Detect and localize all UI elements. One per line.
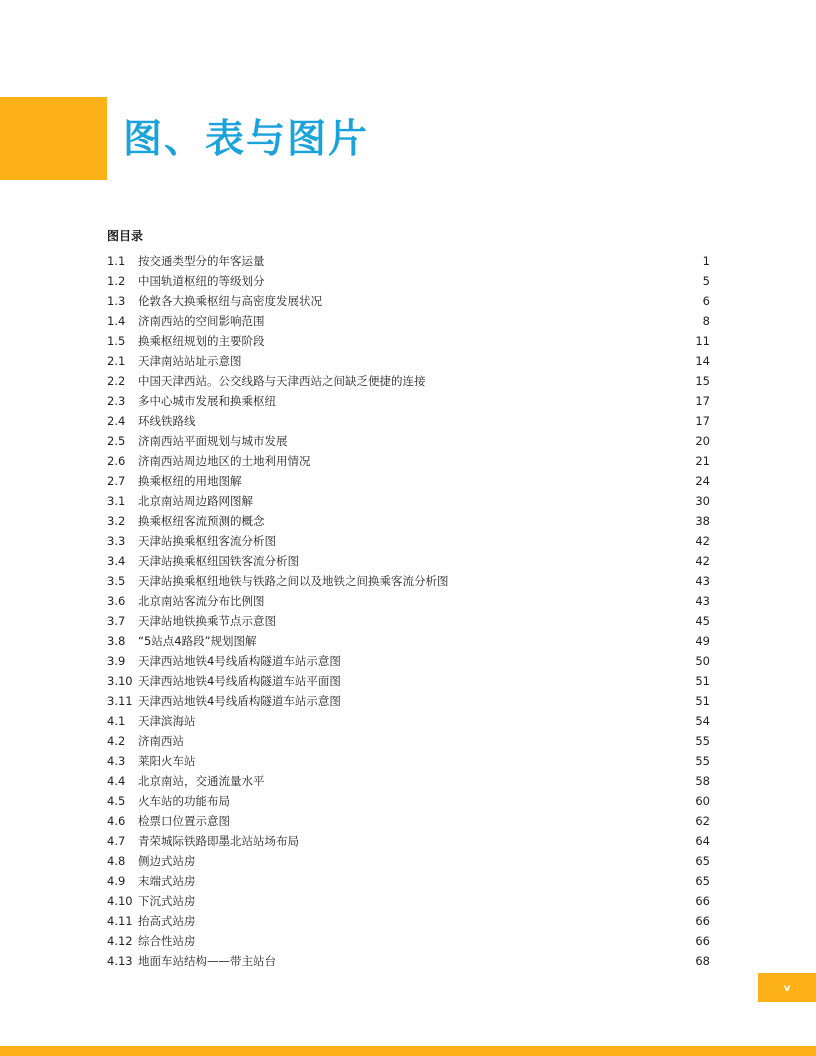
list-item[interactable] [107,871,710,891]
figure-page-number: 14 [695,354,710,368]
figure-number: 2.3 [107,394,126,408]
figure-page-number: 42 [695,534,710,548]
list-item[interactable] [107,791,710,811]
figure-title: 天津站换乘枢纽地铁与铁路之间以及地铁之间换乘客流分析图 [138,574,449,588]
figure-title: 天津西站地铁4号线盾构隧道车站平面图 [138,674,341,688]
figure-page-number: 17 [695,414,710,428]
figure-title: 济南西站周边地区的土地利用情况 [138,454,311,468]
figure-page-number: 38 [695,514,710,528]
list-item[interactable] [107,471,710,491]
figure-title: 济南西站 [138,734,184,748]
figure-title: 天津滨海站 [138,714,196,728]
figure-title: 莱阳火车站 [138,754,196,768]
list-item[interactable] [107,491,710,511]
list-item[interactable] [107,531,710,551]
figure-number: 4.8 [107,854,126,868]
figure-list-heading: 图目录 [107,229,144,243]
figure-page-number: 60 [695,794,710,808]
figure-title: 天津站换乘枢纽客流分析图 [138,534,276,548]
figure-title: 济南西站平面规划与城市发展 [138,434,288,448]
figure-list [107,251,710,971]
figure-number: 4.9 [107,874,126,888]
list-item[interactable] [107,291,710,311]
list-item[interactable] [107,411,710,431]
figure-number: 2.2 [107,374,126,388]
figure-title: 换乘枢纽的用地图解 [138,474,242,488]
figure-title: 火车站的功能布局 [138,794,230,808]
figure-page-number: 30 [695,494,710,508]
figure-number: 3.1 [107,494,126,508]
figure-title: 换乘枢纽规划的主要阶段 [138,334,265,348]
list-item[interactable] [107,771,710,791]
figure-number: 3.5 [107,574,126,588]
figure-number: 1.2 [107,274,126,288]
figure-number: 2.1 [107,354,126,368]
page-number: v [783,983,791,994]
figure-page-number: 58 [695,774,710,788]
list-item[interactable] [107,271,710,291]
figure-number: 2.5 [107,434,126,448]
list-item[interactable] [107,911,710,931]
list-item[interactable] [107,251,710,271]
figure-title: 天津西站地铁4号线盾构隧道车站示意图 [138,694,341,708]
figure-number: 3.7 [107,614,126,628]
figure-number: 4.7 [107,834,126,848]
figure-title: 天津南站站址示意图 [138,354,242,368]
figure-page-number: 54 [695,714,710,728]
list-item[interactable] [107,951,710,971]
figure-number: 3.2 [107,514,126,528]
list-item[interactable] [107,331,710,351]
figure-title: 天津站地铁换乘节点示意图 [138,614,276,628]
figure-page-number: 8 [702,314,710,328]
figure-page-number: 43 [695,594,710,608]
figure-number: 3.10 [107,674,133,688]
list-item[interactable] [107,671,710,691]
figure-number: 1.4 [107,314,126,328]
figure-number: 3.8 [107,634,126,648]
figure-title: 北京南站客流分布比例图 [138,594,265,608]
figure-page-number: 42 [695,554,710,568]
figure-page-number: 51 [695,694,710,708]
figure-title: 天津西站地铁4号线盾构隧道车站示意图 [138,654,341,668]
figure-number: 2.6 [107,454,126,468]
figure-number: 1.5 [107,334,126,348]
figure-page-number: 66 [695,934,710,948]
figure-number: 4.10 [107,894,133,908]
figure-title: 末端式站房 [138,874,196,888]
list-item[interactable] [107,511,710,531]
page-title: 图、表与图片 [123,117,370,162]
list-item[interactable] [107,831,710,851]
figure-page-number: 65 [695,874,710,888]
figure-page-number: 49 [695,634,710,648]
figure-title: 抬高式站房 [138,914,196,928]
figure-page-number: 15 [695,374,710,388]
list-item[interactable] [107,691,710,711]
title-accent-block [0,97,107,180]
figure-title: 伦敦各大换乘枢纽与高密度发展状况 [138,294,322,308]
figure-page-number: 24 [695,474,710,488]
figure-title: 环线铁路线 [138,414,196,428]
figure-page-number: 45 [695,614,710,628]
figure-title: 青荣城际铁路即墨北站站场布局 [138,834,299,848]
figure-number: 4.11 [107,914,133,928]
figure-number: 1.3 [107,294,126,308]
figure-page-number: 17 [695,394,710,408]
list-item[interactable] [107,371,710,391]
list-item[interactable] [107,891,710,911]
figure-page-number: 55 [695,734,710,748]
figure-page-number: 50 [695,654,710,668]
figure-title: 地面车站结构——带主站台 [138,954,276,968]
figure-page-number: 62 [695,814,710,828]
figure-number: 4.5 [107,794,126,808]
list-item[interactable] [107,571,710,591]
list-item[interactable] [107,811,710,831]
figure-title: 按交通类型分的年客运量 [138,254,265,268]
figure-title: 北京南站周边路网图解 [138,494,253,508]
figure-title: 综合性站房 [138,934,196,948]
list-item[interactable] [107,631,710,651]
list-item[interactable] [107,351,710,371]
list-item[interactable] [107,611,710,631]
list-item[interactable] [107,431,710,451]
figure-title: 检票口位置示意图 [138,814,230,828]
figure-title: 中国轨道枢纽的等级划分 [138,274,265,288]
page-number-tab [758,973,816,1002]
figure-page-number: 21 [695,454,710,468]
figure-title: 侧边式站房 [138,854,196,868]
figure-page-number: 66 [695,894,710,908]
figure-title: 换乘枢纽客流预测的概念 [138,514,265,528]
list-item[interactable] [107,731,710,751]
figure-number: 4.13 [107,954,133,968]
figure-page-number: 1 [702,254,710,268]
figure-number: 2.4 [107,414,126,428]
figure-title: 天津站换乘枢纽国铁客流分析图 [138,554,299,568]
figure-number: 3.11 [107,694,133,708]
figure-number: 4.6 [107,814,126,828]
figure-number: 3.3 [107,534,126,548]
list-item[interactable] [107,451,710,471]
figure-page-number: 64 [695,834,710,848]
figure-page-number: 43 [695,574,710,588]
figure-title: 多中心城市发展和换乘枢纽 [138,394,276,408]
figure-page-number: 68 [695,954,710,968]
figure-title: “5站点4路段”规划图解 [138,634,257,648]
figure-number: 3.4 [107,554,126,568]
figure-page-number: 51 [695,674,710,688]
figure-page-number: 65 [695,854,710,868]
list-item[interactable] [107,391,710,411]
figure-number: 2.7 [107,474,126,488]
figure-number: 4.2 [107,734,126,748]
list-item[interactable] [107,651,710,671]
figure-page-number: 66 [695,914,710,928]
figure-page-number: 11 [695,334,710,348]
figure-number: 3.6 [107,594,126,608]
figure-page-number: 20 [695,434,710,448]
figure-number: 4.12 [107,934,133,948]
figure-number: 4.4 [107,774,126,788]
list-item[interactable] [107,711,710,731]
figure-number: 4.1 [107,714,126,728]
figure-title: 济南西站的空间影响范围 [138,314,265,328]
list-item[interactable] [107,751,710,771]
figure-title: 中国天津西站。公交线路与天津西站之间缺乏便捷的连接 [138,374,426,388]
figure-title: 北京南站，交通流量水平 [138,774,265,788]
figure-page-number: 5 [702,274,710,288]
list-item[interactable] [107,551,710,571]
list-item[interactable] [107,851,710,871]
list-item[interactable] [107,591,710,611]
figure-page-number: 55 [695,754,710,768]
bottom-accent-bar [0,1046,816,1056]
figure-number: 4.3 [107,754,126,768]
figure-page-number: 6 [702,294,710,308]
figure-number: 3.9 [107,654,126,668]
list-item[interactable] [107,311,710,331]
figure-title: 下沉式站房 [138,894,196,908]
list-item[interactable] [107,931,710,951]
figure-number: 1.1 [107,254,126,268]
